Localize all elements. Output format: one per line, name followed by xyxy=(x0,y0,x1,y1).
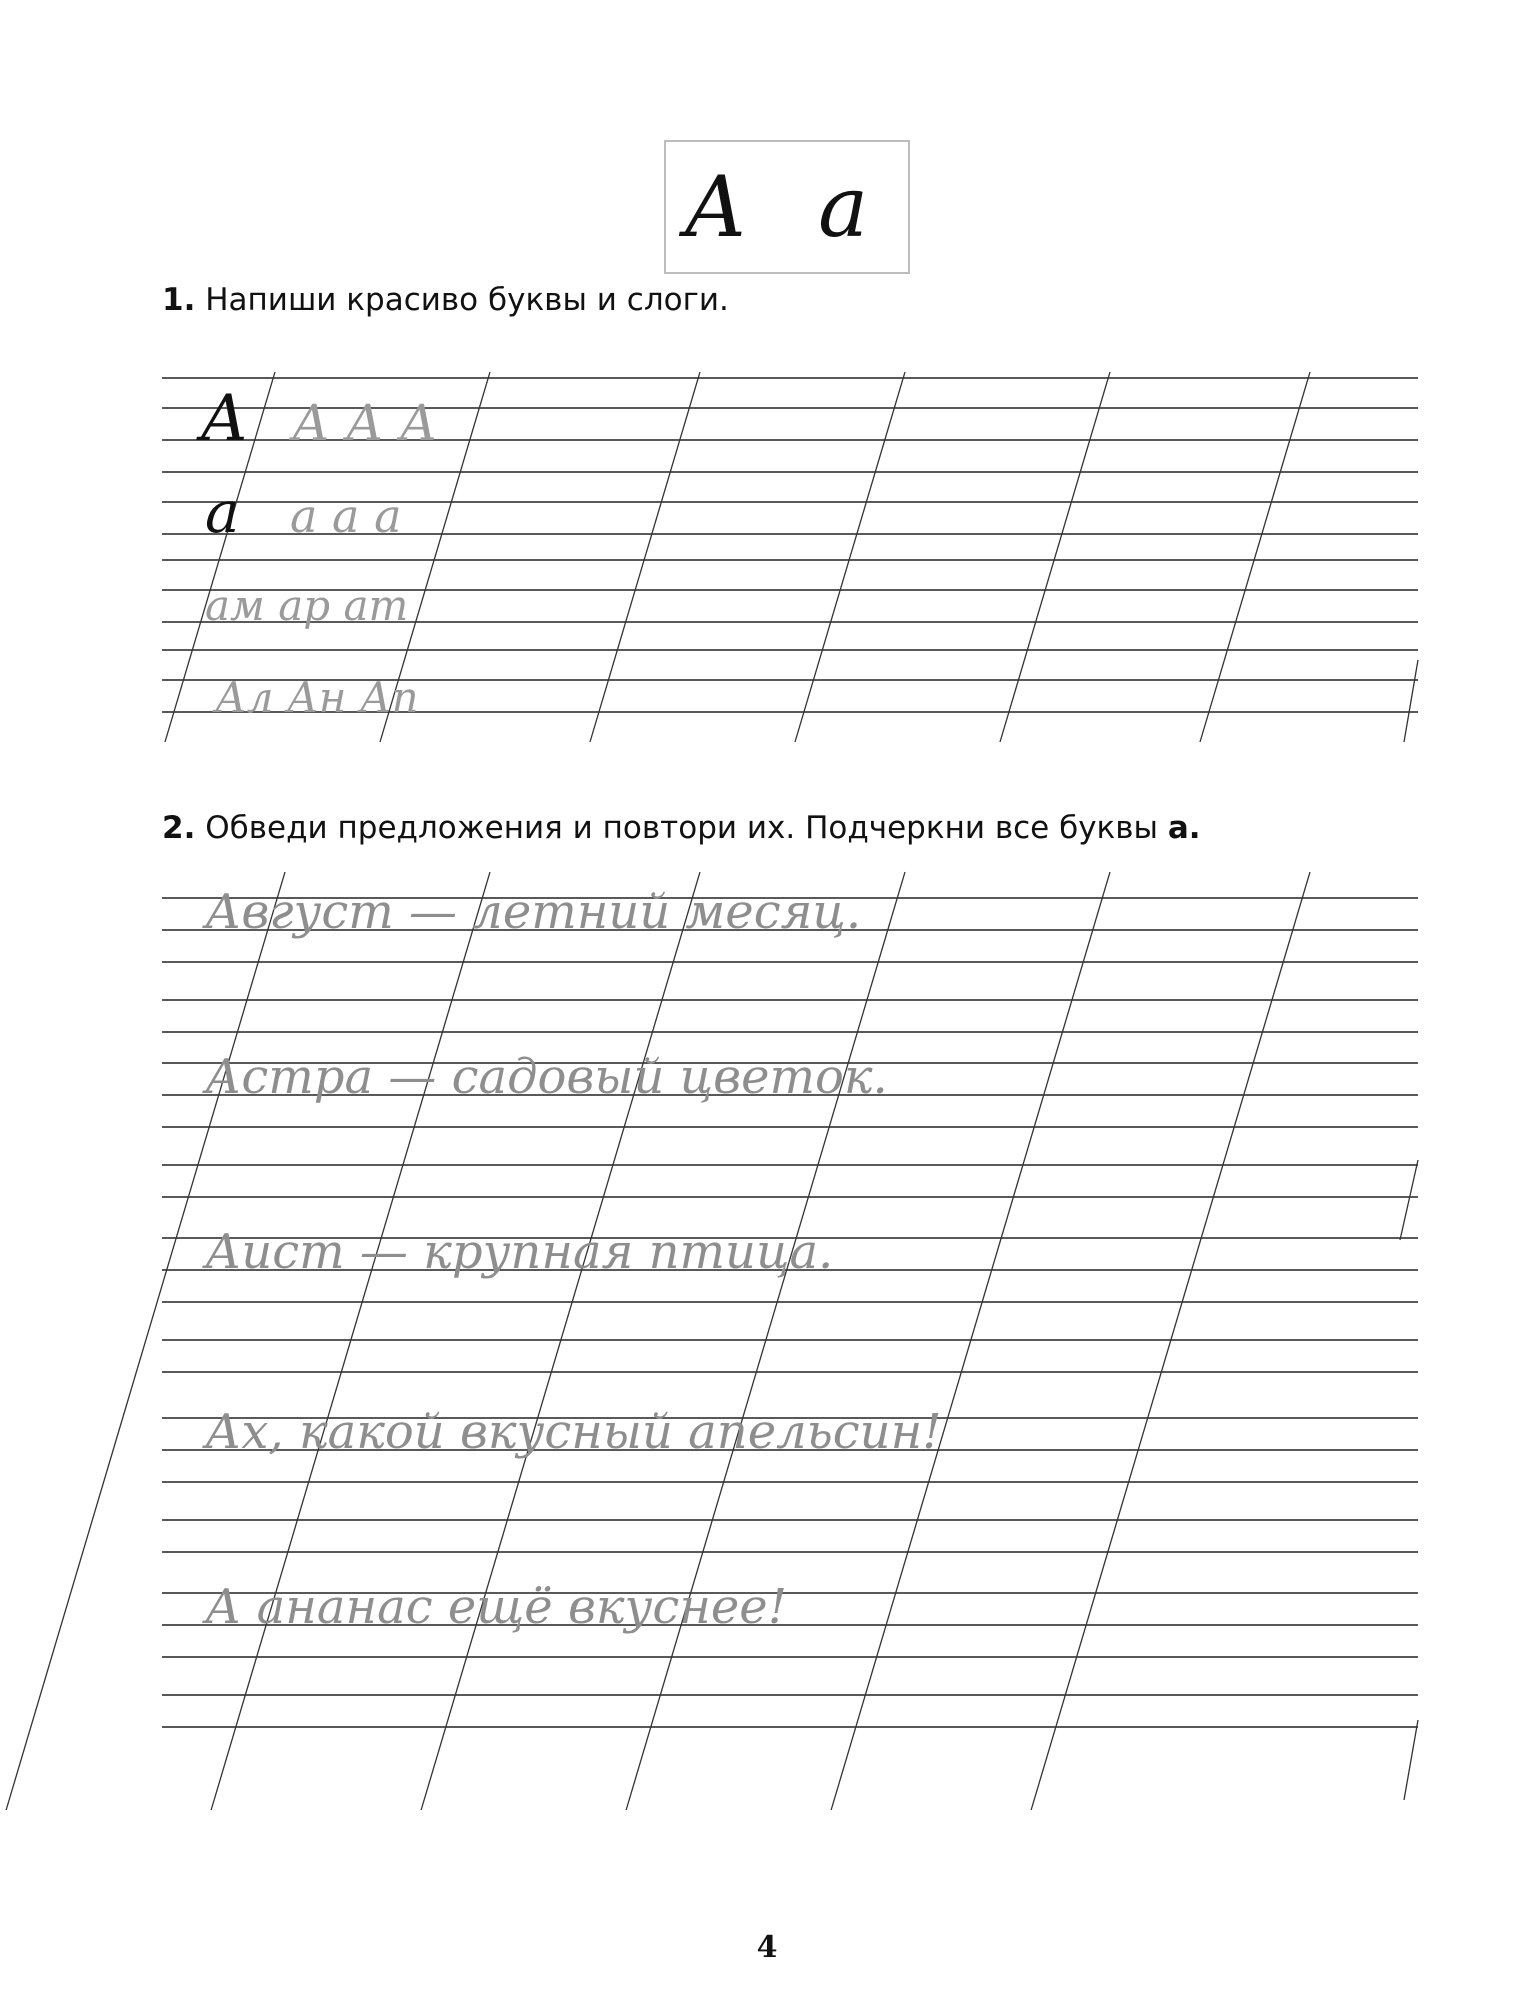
task-2-bold-letter: а. xyxy=(1167,810,1201,846)
task-1-slant-line-6 xyxy=(1200,372,1310,742)
task-2-sentence-1: Август — летний месяц. xyxy=(205,884,862,940)
letter-heading: А а xyxy=(683,158,891,256)
task-2-number: 2. xyxy=(162,810,196,846)
task-1-slant-line-4 xyxy=(795,372,905,742)
task-1-slant-line-3 xyxy=(590,372,700,742)
task-1-row-1-copies: А А А xyxy=(292,394,438,452)
task-2-slant-line-1 xyxy=(6,872,285,1810)
task-2-slant-line-edge-1 xyxy=(1400,1160,1418,1240)
task-1-row-4-copies: Ал Ан Ап xyxy=(215,673,419,722)
task-2-slant-line-3 xyxy=(421,872,700,1810)
task-1-number: 1. xyxy=(162,282,196,318)
task-1-slant-line-5 xyxy=(1000,372,1110,742)
task-2-slant-line-5 xyxy=(831,872,1110,1810)
task-2-sentence-2: Астра — садовый цветок. xyxy=(205,1049,888,1105)
task-2-sentence-3: Аист — крупная птица. xyxy=(205,1224,834,1280)
task-1-row-1-sample: А xyxy=(200,382,249,456)
task-2-sentence-5: А ананас ещё вкуснее! xyxy=(205,1579,787,1635)
task-1-row-2-sample: а xyxy=(205,478,240,546)
task-1-row-3-copies: ам ар ат xyxy=(205,581,409,630)
task-2-sentence-4: Ах, какой вкусный апельсин! xyxy=(205,1404,942,1460)
task-2-slant-line-2 xyxy=(211,872,490,1810)
page-number: 4 xyxy=(756,1930,778,1965)
task-2-text: Обведи предложения и повтори их. Подчеркни все буквы xyxy=(205,810,1159,846)
task-2-slant-line-edge-2 xyxy=(1404,1720,1418,1800)
task-2-slant-line-6 xyxy=(1031,872,1310,1810)
task-1-text: Напиши красиво буквы и слоги. xyxy=(205,282,729,318)
task-2-slant-line-4 xyxy=(626,872,905,1810)
task-1-slant-line-edge xyxy=(1404,660,1418,742)
task-1-row-2-copies: а а а xyxy=(290,489,402,543)
